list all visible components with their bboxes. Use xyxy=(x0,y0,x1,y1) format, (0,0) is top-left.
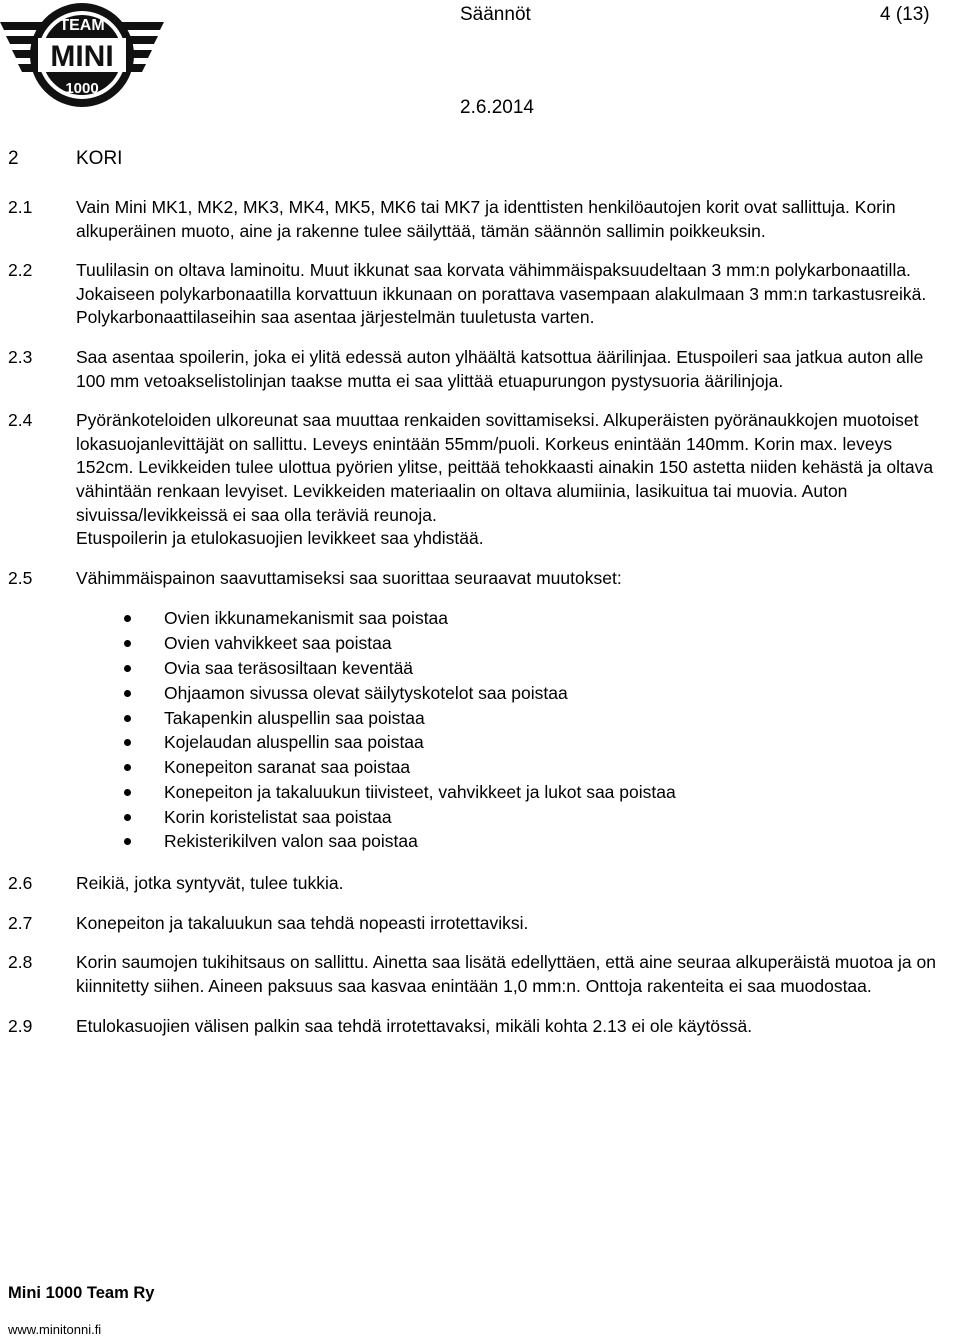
section-2-5 xyxy=(8,567,938,591)
logo-text-mid: MINI xyxy=(50,40,114,73)
section-text: Korin saumojen tukihitsaus on sallittu. Ainetta saa lisätä edellyttäen, että aine seuraa alkuperäistä muotoa ja on kiinnitetty siihen. Aineen paksuus saa kasvaa enintään 1,0 mm:n. Onttoja rakenteita ei saa muodostaa. xyxy=(76,952,936,997)
modification-list xyxy=(8,606,938,854)
list-item: Konepeiton ja takaluukun tiivisteet, vahvikkeet ja lukot saa poistaa xyxy=(122,780,938,805)
document-body xyxy=(8,146,938,1054)
section-number: 2.6 xyxy=(8,873,33,894)
section-text: Pyöränkoteloiden ulkoreunat saa muuttaa renkaiden sovittamiseksi. Alkuperäisten pyöränaukkojen muotoiset lokasuojanlevittäjät on sallittu. Leveys enintään 55mm/puoli. Korkeus enintään 140mm. Korin max. leveys 152cm. Levikkeiden tulee ulottua pyörien ylitse, peittää tehokkaasti ainakin 150 astetta niiden kehästä ja oltava vähintään renkaan levyiset. Levikkeiden materiaalin on oltava alumiinia, lasikuitua tai muovia. Auton sivuissa/levikkeissä ei saa olla teräviä reunoja. xyxy=(76,410,934,525)
section-body xyxy=(76,409,938,551)
section-text: Vain Mini MK1, MK2, MK3, MK4, MK5, MK6 tai MK7 ja identtisten henkilöautojen korit ovat sallittuja. Korin alkuperäinen muoto, aine ja rakenne tulee säilyttää, tämän säännön sallimin poikkeuksin. xyxy=(76,197,896,241)
section-text-extra: Etuspoilerin ja etulokasuojien levikkeet saa yhdistää. xyxy=(76,528,484,549)
list-item: Ovia saa teräsosiltaan keventää xyxy=(122,656,938,681)
chapter-heading xyxy=(8,146,938,172)
section-2-2 xyxy=(8,259,938,330)
section-2-1 xyxy=(8,196,938,243)
section-text: Vähimmäispainon saavuttamiseksi saa suorittaa seuraavat muutokset: xyxy=(76,567,622,588)
section-text: Etulokasuojien välisen palkin saa tehdä irrotettavaksi, mikäli kohta 2.13 ei ole käytössä. xyxy=(76,1015,753,1036)
section-text: Saa asentaa spoilerin, joka ei ylitä edessä auton ylhäältä katsottua äärilinjaa. Etuspoileri saa jatkua auton alle 100 mm vetoakselistolinjan taakse mutta ei saa ylittää etuapurungon pystysuoria äärilinjoja. xyxy=(76,346,924,391)
team-mini-1000-logo xyxy=(0,0,164,110)
list-item: Takapenkin aluspellin saa poistaa xyxy=(122,706,938,731)
section-text: Konepeiton ja takaluukun saa tehdä nopeasti irrotettaviksi. xyxy=(76,912,529,933)
section-2-4 xyxy=(8,409,938,551)
section-number: 2.9 xyxy=(8,1015,33,1036)
logo-text-top: TEAM xyxy=(59,17,105,34)
list-item: Ovien vahvikkeet saa poistaa xyxy=(122,631,938,656)
section-text: Tuulilasin on oltava laminoitu. Muut ikkunat saa korvata vähimmäispaksuudeltaan 3 mm:n polykarbonaatilla. Jokaiseen polykarbonaatilla korvattuun ikkunaan on porattava vasempaan alakulmaan 3 mm:n tarkastusreikä. Polykarbonaattilaseihin saa asentaa järjestelmän tuuletusta varten. xyxy=(76,260,927,328)
chapter-number: 2 xyxy=(8,148,19,169)
list-item: Korin koristelistat saa poistaa xyxy=(122,805,938,830)
section-2-6 xyxy=(8,872,938,896)
logo-text-bottom: 1000 xyxy=(65,80,99,97)
page-number: 4 (13) xyxy=(880,4,930,25)
list-item: Kojelaudan aluspellin saa poistaa xyxy=(122,730,938,755)
section-number: 2.2 xyxy=(8,260,33,281)
section-text: Reikiä, jotka syntyvät, tulee tukkia. xyxy=(76,873,344,894)
section-2-3 xyxy=(8,346,938,393)
list-item: Ovien ikkunamekanismit saa poistaa xyxy=(122,606,938,631)
chapter-title: KORI xyxy=(76,148,123,169)
document-date: 2.6.2014 xyxy=(460,97,534,118)
list-item: Rekisterikilven valon saa poistaa xyxy=(122,829,938,854)
section-number: 2.7 xyxy=(8,912,33,933)
section-number: 2.3 xyxy=(8,346,33,367)
section-number: 2.1 xyxy=(8,197,33,217)
footer-organization: Mini 1000 Team Ry xyxy=(8,1284,155,1302)
list-item: Ohjaamon sivussa olevat säilytyskotelot saa poistaa xyxy=(122,681,938,706)
section-number: 2.5 xyxy=(8,567,33,588)
section-2-8 xyxy=(8,951,938,998)
section-2-9 xyxy=(8,1015,938,1039)
section-number: 2.4 xyxy=(8,410,33,431)
section-2-7 xyxy=(8,912,938,936)
section-number: 2.8 xyxy=(8,952,33,973)
footer-url: www.minitonni.fi xyxy=(8,1322,102,1337)
document-title: Säännöt xyxy=(460,4,531,25)
list-item: Konepeiton saranat saa poistaa xyxy=(122,755,938,780)
